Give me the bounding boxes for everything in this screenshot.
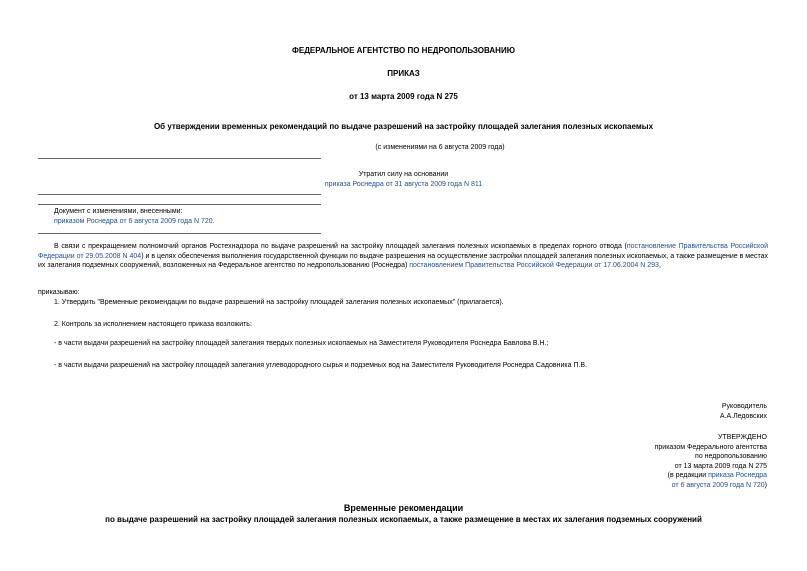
preamble-paragraph (38, 242, 768, 271)
order-item-1: 1. Утвердить "Временные рекомендации по выдаче разрешений на застройку площадей залегания полезных ископаемых" (прилагается). (54, 299, 504, 306)
order-item-4: - в части выдачи разрешений на застройку площадей залегания углеводородного сырья и подземных вод на Заместителя Руководителя Роснедра Садовника П.В. (54, 362, 588, 369)
signature-block (720, 402, 767, 421)
divider (38, 204, 321, 205)
lost-force-note (300, 170, 507, 189)
lost-force-text: Утратил силу на основании (358, 171, 449, 178)
divider (38, 233, 321, 234)
approval-link-order[interactable]: приказа Роснедра (708, 472, 767, 479)
changes-text: Документ с изменениями, внесенными: (54, 208, 183, 215)
divider (38, 194, 321, 195)
divider (38, 158, 321, 159)
lost-force-link[interactable]: приказа Роснедра от 31 августа 2009 года N 811 (324, 180, 483, 188)
approval-line: от 13 марта 2009 года N 275 (674, 462, 767, 470)
approval-line: УТВЕРЖДЕНО (717, 434, 767, 441)
approval-line: (в редакции (667, 472, 709, 479)
order-item-3: - в части выдачи разрешений на застройку площадей залегания твердых полезных ископаемых на Заместителя Руководителя Роснедра Бавлова В.Н.; (54, 340, 549, 347)
changes-link[interactable]: приказом Роснедра от 6 августа 2009 года N 720. (54, 217, 215, 225)
approval-block (655, 433, 767, 490)
changes-note (54, 207, 215, 226)
doc-subject: Об утверждении временных рекомендаций по выдаче разрешений на застройку площадей залегания полезных ископаемых (153, 122, 654, 131)
amendment-note: (с изменениями на 6 августа 2009 года) (375, 144, 505, 151)
recommendations-subtitle: по выдаче разрешений на застройку площадей залегания полезных ископаемых, а также размещение в местах их залегания подземных сооружений (105, 515, 702, 524)
approval-line: ) (764, 481, 767, 489)
signature-title: Руководитель (721, 403, 767, 410)
approval-link-date[interactable]: от 6 августа 2009 года N 720 (671, 481, 765, 489)
approval-line: приказом Федерального агентства (654, 443, 767, 451)
recommendations-title: Временные рекомендации (343, 503, 464, 513)
preamble-text: В связи с прекращением полномочий органов Ростехнадзора по выдаче разрешений на застройку площадей залегания полезных ископаемых в пределах горного отвода ( (54, 243, 627, 250)
signature-name: А.А.Ледовских (719, 412, 767, 420)
doc-date-number: от 13 марта 2009 года N 275 (349, 92, 458, 101)
doc-type: ПРИКАЗ (387, 69, 420, 78)
order-item-2: 2. Контроль за исполнением настоящего приказа возложить: (54, 321, 252, 328)
preamble-text: ) и в целях обеспечения выполнения государственной функции по выдаче разрешения на осуществление застройки площадей залегания полезных ископаемых, а также размещение в местах их залегания подземных сооружений, возложенных на Федеральное агентство по недропользованию (Роснедра) (38, 252, 769, 269)
agency-name: ФЕДЕРАЛЬНОЕ АГЕНТСТВО ПО НЕДРОПОЛЬЗОВАНИЮ (292, 46, 515, 55)
approval-line: по недропользованию (695, 453, 767, 460)
preamble-text: , (658, 262, 661, 269)
preamble-link-404[interactable]: постановление Правительства Российской Федерации от 29.05.2008 N 404 (38, 243, 768, 260)
order-word: приказываю: (38, 289, 80, 296)
preamble-link-293[interactable]: постановлением Правительства Российской Федерации от 17.06.2004 N 293 (409, 262, 659, 269)
